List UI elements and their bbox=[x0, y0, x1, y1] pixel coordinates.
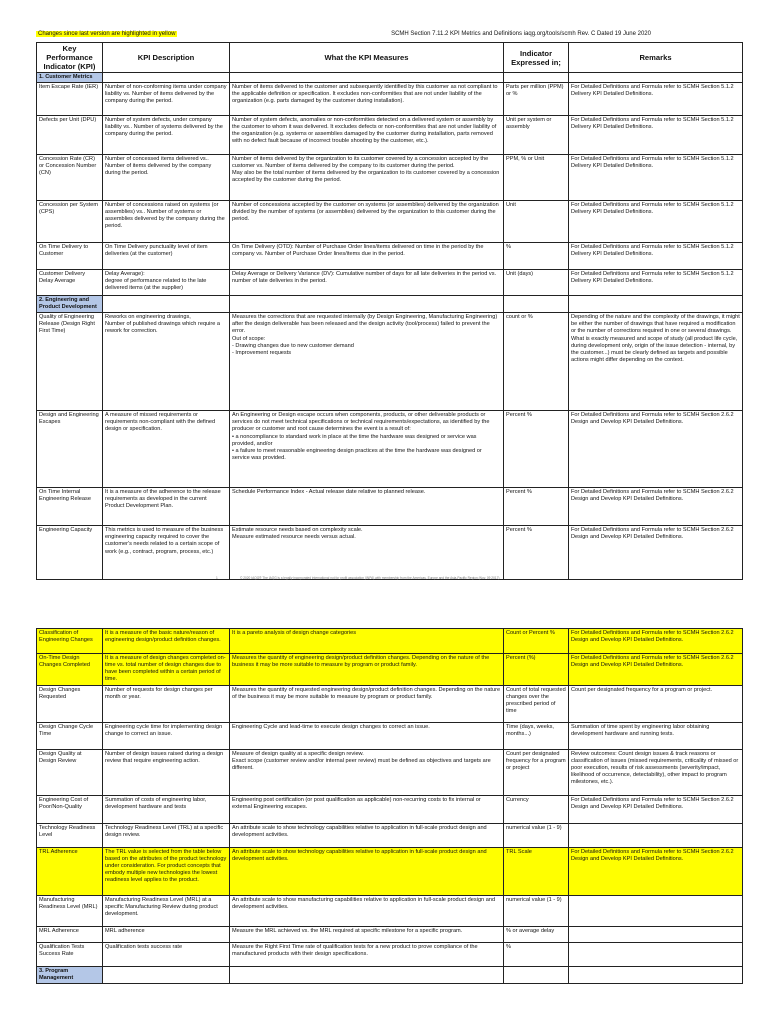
cell-measures: Measure the Right First Time rate of qualification tests for a new product to prove compliance of the manufactured products with their design specifications. bbox=[230, 943, 504, 967]
cell-remarks: For Detailed Definitions and Formula refer to SCMH Section 5.1.2 Delivery KPI Detailed Definitions. bbox=[569, 116, 743, 155]
cell-expressed: TRL Scale bbox=[504, 848, 569, 896]
top-header bbox=[36, 30, 741, 42]
cell-desc: Technology Readiness Level (TRL) at a specific design review. bbox=[103, 824, 230, 848]
cell-kpi: Quality of Engineering Release (Design Right First Time) bbox=[37, 313, 103, 411]
cell-expressed: Unit bbox=[504, 201, 569, 243]
section-row bbox=[37, 967, 743, 984]
table-row bbox=[37, 943, 743, 967]
page-number: 1 bbox=[216, 576, 218, 580]
table-row bbox=[37, 526, 743, 580]
cell-desc: On Time Delivery punctuality level of item deliveries (at the customer) bbox=[103, 243, 230, 270]
cell-expressed: numerical value (1 - 9) bbox=[504, 896, 569, 927]
cell-measures: Measures the corrections that are requested internally (by Design Engineering, Manufacturing Engineering) after the design deliverable has been released and the design activity (tool/process) failed to prevent the error. Out of scope: - Drawing changes due to new customer demand - Improvement requests bbox=[230, 313, 504, 411]
copyright-notice: © 2020 IAQG® The IAQG is a legally incorporated international not for profit association (INPA) with membership from the Americas, Europe and the Asia-Pacific Region (Nov. 09 2017) bbox=[240, 576, 500, 580]
cell-measures: Engineering Cycle and lead-time to execute design changes to correct an issue. bbox=[230, 723, 504, 750]
cell-kpi: Design and Engineering Escapes bbox=[37, 411, 103, 488]
section-filler-cell bbox=[230, 296, 504, 313]
cell-expressed: numerical value (1 - 9) bbox=[504, 824, 569, 848]
cell-kpi: Engineering Cost of Poor/Non-Quality bbox=[37, 796, 103, 824]
cell-measures: An attribute scale to show technology capabilities relative to application in full-scale product design and development activities. bbox=[230, 848, 504, 896]
cell-remarks: For Detailed Definitions and Formula refer to SCMH Section 5.1.2 Delivery KPI Detailed Definitions. bbox=[569, 155, 743, 201]
section-filler-cell bbox=[103, 296, 230, 313]
cell-expressed: Parts per million (PPM) or % bbox=[504, 83, 569, 116]
cell-remarks: For Detailed Definitions and Formula refer to SCMH Section 5.1.2 Delivery KPI Detailed Definitions. bbox=[569, 243, 743, 270]
cell-kpi: TRL Adherence bbox=[37, 848, 103, 896]
table-row bbox=[37, 243, 743, 270]
table-row bbox=[37, 750, 743, 796]
cell-desc: Reworks on engineering drawings, Number of published drawings which require a rework for correction. bbox=[103, 313, 230, 411]
table-row bbox=[37, 201, 743, 243]
cell-desc: Number of non-conforming items under company liability vs. Number of items delivered by the company during the period. bbox=[103, 83, 230, 116]
table-row bbox=[37, 848, 743, 896]
section-filler-cell bbox=[103, 967, 230, 984]
cell-expressed: Percent (%) bbox=[504, 654, 569, 686]
header-remarks: Remarks bbox=[569, 43, 743, 73]
cell-remarks: Count per designated frequency for a program or project. bbox=[569, 686, 743, 723]
cell-measures: Number of system defects, anomalies or non-conformities detected on a delivered system or assembly by the customer to whom it was delivered. It excludes defects or non-conformities that are not under liability of the organization (e.g. systems or assemblies damaged by the customer during installation, parts removed with no defect fault because of incorrect trouble shooting by the customer, etc.). bbox=[230, 116, 504, 155]
cell-measures: An Engineering or Design escape occurs when components, products, or other deliverable products or services do not meet technical specifications or technical requirements/expectations, as identified by the producer or customer and root cause determines the event is a result of: • a noncompliance to standard work in place at the time the hardware was designed or service was provided, and/or • a failure to meet reasonable engineering design practices at the time the hardware was designed or service was provided. bbox=[230, 411, 504, 488]
header-kpi: Key Performance Indicator (KPI) bbox=[37, 43, 103, 73]
table-row bbox=[37, 824, 743, 848]
cell-expressed: Percent % bbox=[504, 526, 569, 580]
cell-measures: Measure the MRL achieved vs. the MRL required at specific milestone for a specific program. bbox=[230, 927, 504, 943]
cell-remarks: For Detailed Definitions and Formula refer to SCMH Section 2.6.2 Design and Develop KPI Detailed Definitions. bbox=[569, 848, 743, 896]
cell-measures: Estimate resource needs based on complexity scale. Measure estimated resource needs versus actual. bbox=[230, 526, 504, 580]
kpi-table-page-1 bbox=[36, 42, 743, 580]
cell-kpi: Classification of Engineering Changes bbox=[37, 629, 103, 654]
document-reference: SCMH Section 7.11.2 KPI Metrics and Definitions iaqg.org/tools/scmh Rev. C Dated 19 June 2020 bbox=[391, 31, 651, 37]
cell-remarks: For Detailed Definitions and Formula refer to SCMH Section 2.6.2 Design and Develop KPI Detailed Definitions. bbox=[569, 654, 743, 686]
cell-desc: Number of design issues raised during a design review that require engineering action. bbox=[103, 750, 230, 796]
cell-measures: It is a pareto analysis of design change categories bbox=[230, 629, 504, 654]
cell-remarks: Review outcomes: Count design issues & track reasons or classification of issues (missed requirements, criticality of missed or poor execution, results of risk assessments (severity/impact, likelihood of occurrence, detectability), other impact to program milestones, etc.). bbox=[569, 750, 743, 796]
cell-remarks: For Detailed Definitions and Formula refer to SCMH Section 2.6.2 Design and Develop KPI Detailed Definitions. bbox=[569, 796, 743, 824]
cell-kpi: On-Time Design Changes Completed bbox=[37, 654, 103, 686]
table-row bbox=[37, 83, 743, 116]
header-expressed: Indicator Expressed in; bbox=[504, 43, 569, 73]
section-row bbox=[37, 296, 743, 313]
cell-remarks bbox=[569, 896, 743, 927]
cell-kpi: Design Quality at Design Review bbox=[37, 750, 103, 796]
cell-measures: Measures the quantity of engineering design/product definition changes. Depending on the nature of the business it may be more suitable to measure by program or product family. bbox=[230, 654, 504, 686]
cell-remarks: For Detailed Definitions and Formula refer to SCMH Section 5.1.2 Delivery KPI Detailed Definitions. bbox=[569, 83, 743, 116]
cell-kpi: Manufacturing Readiness Level (MRL) bbox=[37, 896, 103, 927]
cell-expressed: Count of total requested changes over the prescribed period of time bbox=[504, 686, 569, 723]
cell-measures: Measure of design quality at a specific design review. Exact scope (customer review and/or internal peer review) must be defined as objectives and targets are different. bbox=[230, 750, 504, 796]
cell-desc: A measure of missed requirements or requirements non-compliant with the defined design or specification. bbox=[103, 411, 230, 488]
cell-kpi: Defects per Unit (DPU) bbox=[37, 116, 103, 155]
cell-expressed: Count or Percent % bbox=[504, 629, 569, 654]
cell-desc: It is a measure of design changes completed on-time vs. total number of design changes due to have been completed within a certain period of time. bbox=[103, 654, 230, 686]
cell-expressed: % or average delay bbox=[504, 927, 569, 943]
section-title: 1. Customer Metrics bbox=[37, 73, 103, 83]
cell-kpi: Design Change Cycle Time bbox=[37, 723, 103, 750]
cell-desc: Delay Average): degree of performance related to the late delivered items (at the supplier) bbox=[103, 270, 230, 296]
cell-desc: It is a measure of the basic nature/reason of engineering design/product definition changes. bbox=[103, 629, 230, 654]
cell-measures: Schedule Performance Index - Actual release date relative to planned release. bbox=[230, 488, 504, 526]
cell-measures: Engineering post certification (or post qualification as applicable) non-recurring costs to fix internal or external Engineering escapes. bbox=[230, 796, 504, 824]
table-row bbox=[37, 411, 743, 488]
cell-desc: Summation of costs of engineering labor, development hardware and tests bbox=[103, 796, 230, 824]
cell-desc: MRL adherence bbox=[103, 927, 230, 943]
cell-remarks bbox=[569, 824, 743, 848]
table-row bbox=[37, 896, 743, 927]
header-description: KPI Description bbox=[103, 43, 230, 73]
table-row bbox=[37, 155, 743, 201]
kpi-table-page-2 bbox=[36, 628, 743, 984]
cell-expressed: Unit (days) bbox=[504, 270, 569, 296]
cell-kpi: Customer Delivery Delay Average bbox=[37, 270, 103, 296]
cell-kpi: On Time Internal Engineering Release bbox=[37, 488, 103, 526]
cell-expressed: Time (days, weeks, months...) bbox=[504, 723, 569, 750]
cell-desc: Engineering cycle time for implementing design change to correct an issue. bbox=[103, 723, 230, 750]
section-filler-cell bbox=[504, 296, 569, 313]
cell-remarks: For Detailed Definitions and Formula refer to SCMH Section 5.1.2 Delivery KPI Detailed Definitions. bbox=[569, 270, 743, 296]
table-header-row bbox=[37, 43, 743, 73]
cell-kpi: Item Escape Rate (IER) bbox=[37, 83, 103, 116]
section-filler-cell bbox=[569, 73, 743, 83]
table-row bbox=[37, 654, 743, 686]
cell-expressed: Count per designated frequency for a program or project bbox=[504, 750, 569, 796]
cell-desc: Number of requests for design changes per month or year. bbox=[103, 686, 230, 723]
cell-kpi: Design Changes Requested bbox=[37, 686, 103, 723]
cell-measures: On Time Delivery (OTD): Number of Purchase Order lines/items delivered on time in the period by the company vs. Number of Purchase Order lines/items due in the period. bbox=[230, 243, 504, 270]
cell-kpi: On Time Delivery to Customer bbox=[37, 243, 103, 270]
cell-measures: An attribute scale to show manufacturing capabilities relative to application in full-scale product design and development activities. bbox=[230, 896, 504, 927]
cell-measures: Number of concessions accepted by the customer on systems (or assemblies) delivered by the organization divided by the number of systems (or assemblies) delivered by the organization to this customer during the period. bbox=[230, 201, 504, 243]
table-row bbox=[37, 927, 743, 943]
cell-remarks: For Detailed Definitions and Formula refer to SCMH Section 2.6.2 Design and Develop KPI Detailed Definitions. bbox=[569, 526, 743, 580]
cell-desc: Number of concessed items delivered vs.. Number of items delivered by the company during the period. bbox=[103, 155, 230, 201]
cell-desc: Number of system defects, under company liability vs.. Number of systems delivered by the company during the period. bbox=[103, 116, 230, 155]
cell-kpi: MRL Adherence bbox=[37, 927, 103, 943]
cell-remarks: Depending of the nature and the complexity of the drawings, it might be either the number of drawings that have required a modification or the number of corrections required in one or several drawings. What is exactly measured and scope of study (all product life cycle, during development only, origin of the issue detection - internal, by the customer...) must be clearly defined as targets and possible actions might differ depending on the context. bbox=[569, 313, 743, 411]
section-title: 3. Program Management bbox=[37, 967, 103, 984]
cell-kpi: Qualification Tests Success Rate bbox=[37, 943, 103, 967]
cell-remarks: Summation of time spent by engineering labor obtaining development hardware and running tests. bbox=[569, 723, 743, 750]
cell-expressed: Percent % bbox=[504, 488, 569, 526]
cell-desc: Qualification tests success rate bbox=[103, 943, 230, 967]
header-measures: What the KPI Measures bbox=[230, 43, 504, 73]
section-title: 2. Engineering and Product Development bbox=[37, 296, 103, 313]
section-filler-cell bbox=[504, 73, 569, 83]
table-row bbox=[37, 488, 743, 526]
section-filler-cell bbox=[504, 967, 569, 984]
table-row bbox=[37, 116, 743, 155]
section-filler-cell bbox=[230, 73, 504, 83]
cell-measures: Number of items delivered to the customer and subsequently identified by this customer as not compliant to the applicable definition or specification. It excludes non-conformities that are not under liability of the organization (e.g. parts damaged by the customer during installation). bbox=[230, 83, 504, 116]
cell-kpi: Concession Rate (CR) or Concession Number (CN) bbox=[37, 155, 103, 201]
cell-expressed: % bbox=[504, 243, 569, 270]
cell-measures: Measures the quantity of requested engineering design/product definition changes. Depending on the nature of the business it may be more suitable to measure by program or product family. bbox=[230, 686, 504, 723]
cell-desc: Manufacturing Readiness Level (MRL) at a specific Manufacturing Review during product development. bbox=[103, 896, 230, 927]
cell-measures: An attribute scale to show technology capabilities relative to application in full-scale product design and development activities. bbox=[230, 824, 504, 848]
cell-expressed: Currency bbox=[504, 796, 569, 824]
cell-desc: Number of concessions raised on systems (or assemblies) vs.. Number of systems or assemblies delivered by the company during the period. bbox=[103, 201, 230, 243]
cell-expressed: Percent % bbox=[504, 411, 569, 488]
table-row bbox=[37, 270, 743, 296]
table-row bbox=[37, 723, 743, 750]
cell-kpi: Concession per System (CPS) bbox=[37, 201, 103, 243]
section-row bbox=[37, 73, 743, 83]
cell-remarks bbox=[569, 927, 743, 943]
cell-remarks bbox=[569, 943, 743, 967]
cell-desc: This metrics is used to measure of the business engineering capacity required to cover the customer's needs related to a certain scope of work (e.g., contract, program, process, etc.) bbox=[103, 526, 230, 580]
cell-expressed: Unit per system or assembly bbox=[504, 116, 569, 155]
cell-remarks: For Detailed Definitions and Formula refer to SCMH Section 5.1.2 Delivery KPI Detailed Definitions. bbox=[569, 201, 743, 243]
cell-measures: Delay Average or Delivery Variance (DV): Cumulative number of days for all late deliveries in the period vs. number of late deliveries in the period. bbox=[230, 270, 504, 296]
cell-remarks: For Detailed Definitions and Formula refer to SCMH Section 2.6.2 Design and Develop KPI Detailed Definitions. bbox=[569, 629, 743, 654]
page-footer bbox=[216, 576, 500, 580]
changes-note: Changes since last version are highlighted in yellow bbox=[38, 31, 176, 37]
cell-desc: The TRL value is selected from the table below based on the attributes of the product technology under consideration. For product concepts that embody multiple new technologies the lowest readiness level applies to the product. bbox=[103, 848, 230, 896]
section-filler-cell bbox=[569, 296, 743, 313]
table-row bbox=[37, 313, 743, 411]
cell-expressed: count or % bbox=[504, 313, 569, 411]
cell-measures: Number of items delivered by the organization to its customer covered by a concession accepted by the customer vs. Number of items delivered by the company to its customer during the period. May also be the total number of items delivered by the organization to its customer covered by a concession accepted by the customer during the period. bbox=[230, 155, 504, 201]
table-row bbox=[37, 629, 743, 654]
cell-kpi: Technology Readiness Level bbox=[37, 824, 103, 848]
section-filler-cell bbox=[103, 73, 230, 83]
section-filler-cell bbox=[569, 967, 743, 984]
cell-expressed: PPM, % or Unit bbox=[504, 155, 569, 201]
cell-remarks: For Detailed Definitions and Formula refer to SCMH Section 2.6.2 Design and Develop KPI Detailed Definitions. bbox=[569, 488, 743, 526]
table-row bbox=[37, 796, 743, 824]
cell-desc: It is a measure of the adherence to the release requirements as developed in the current Product Development Plan. bbox=[103, 488, 230, 526]
cell-expressed: % bbox=[504, 943, 569, 967]
table-row bbox=[37, 686, 743, 723]
section-filler-cell bbox=[230, 967, 504, 984]
cell-remarks: For Detailed Definitions and Formula refer to SCMH Section 2.6.2 Design and Develop KPI Detailed Definitions. bbox=[569, 411, 743, 488]
cell-kpi: Engineering Capacity bbox=[37, 526, 103, 580]
